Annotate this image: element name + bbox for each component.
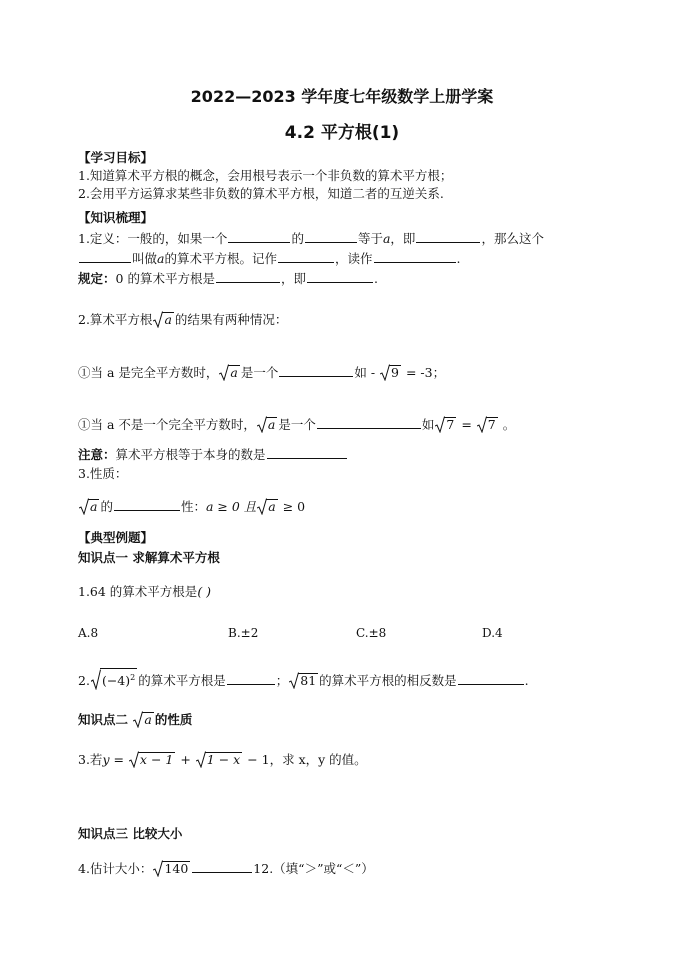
blank[interactable] [305, 230, 357, 243]
cases-line: 2.算术平方根 a 的结果有两种情况： [78, 312, 288, 327]
blank[interactable] [227, 672, 275, 685]
sqrt-symbol: 7 [477, 417, 498, 433]
sqrt-symbol: 7 [435, 417, 456, 433]
note-line: 注意：算术平方根等于本身的数是 [78, 446, 348, 463]
sqrt-symbol: 1 − x [196, 752, 242, 768]
lesson-title: 4.2 平方根(1) [284, 123, 400, 143]
goals-heading: 【学习目标】 [78, 150, 154, 165]
blank[interactable] [317, 416, 421, 429]
option-a[interactable]: A.8 [78, 626, 99, 640]
blank[interactable] [279, 364, 353, 377]
rule-line: 规定：0 的算术平方根是 ，即 . [78, 271, 378, 286]
knowledge-point-2: 知识点二 a 的性质 [78, 712, 193, 727]
question-1: 1.64 的算术平方根是( ) [78, 584, 212, 599]
goal-item: 2.会用平方运算求某些非负数的算术平方根，知道二者的互逆关系. [78, 186, 444, 201]
sqrt-symbol: a [133, 712, 153, 728]
sqrt-symbol: 140 [153, 861, 190, 877]
knowledge-point-3: 知识点三 比较大小 [78, 826, 183, 841]
sqrt-symbol: a [79, 499, 99, 515]
goal-item: 1.知道算术平方根的概念，会用根号表示一个非负数的算术平方根； [78, 168, 453, 183]
review-heading: 【知识梳理】 [78, 210, 154, 225]
definition-line-2: 叫做a的算术平方根。记作 ，读作 . [78, 250, 460, 267]
sqrt-symbol: x − 1 [129, 752, 175, 768]
question-2: 2. $(-4)^2$ 的算术平方根是 ； 81 的算术平方根的相反数是 . [78, 668, 529, 690]
worksheet-title: 2022—2023 学年度七年级数学上册学案 [190, 87, 494, 106]
blank[interactable] [416, 230, 480, 243]
option-d[interactable]: D.4 [482, 626, 503, 640]
case-2-line: ①当 a 不是一个完全平方数时， a 是一个 如 7 = 7 。 [78, 417, 516, 432]
property-title: 3.性质： [78, 466, 128, 481]
sqrt-symbol: $(-4)^2$ [91, 668, 137, 690]
blank[interactable] [228, 230, 290, 243]
option-b[interactable]: B.±2 [228, 626, 259, 640]
blank[interactable] [458, 672, 524, 685]
blank[interactable] [192, 860, 252, 873]
sqrt-symbol: 81 [289, 673, 318, 689]
blank[interactable] [374, 250, 456, 263]
question-4: 4.估计大小： 140 12.（填“＞”或“＜”） [78, 861, 374, 876]
examples-heading: 【典型例题】 [78, 530, 154, 545]
sqrt-symbol: a [153, 312, 173, 328]
blank[interactable] [307, 270, 373, 283]
definition-line-1: 1.定义：一般的，如果一个 的 等于a，即 ，那么这个 [78, 231, 544, 246]
question-3: 3.若y = x − 1 + 1 − x − 1，求 x，y 的值。 [78, 752, 367, 767]
knowledge-point-1: 知识点一 求解算术平方根 [78, 550, 220, 565]
blank[interactable] [278, 250, 334, 263]
sqrt-symbol: a [257, 417, 277, 433]
sqrt-symbol: a [219, 365, 239, 381]
case-1-line: ①当 a 是完全平方数时， a 是一个 如 - 9 = -3； [78, 365, 446, 380]
blank[interactable] [216, 270, 280, 283]
property-line: a 的 性：a ≥ 0 且 a ≥ 0 [78, 498, 305, 515]
option-c[interactable]: C.±8 [356, 626, 387, 640]
blank[interactable] [267, 446, 347, 459]
sqrt-symbol: 9 [380, 365, 401, 381]
sqrt-symbol: a [257, 499, 277, 515]
blank[interactable] [114, 498, 180, 511]
blank[interactable] [79, 250, 131, 263]
